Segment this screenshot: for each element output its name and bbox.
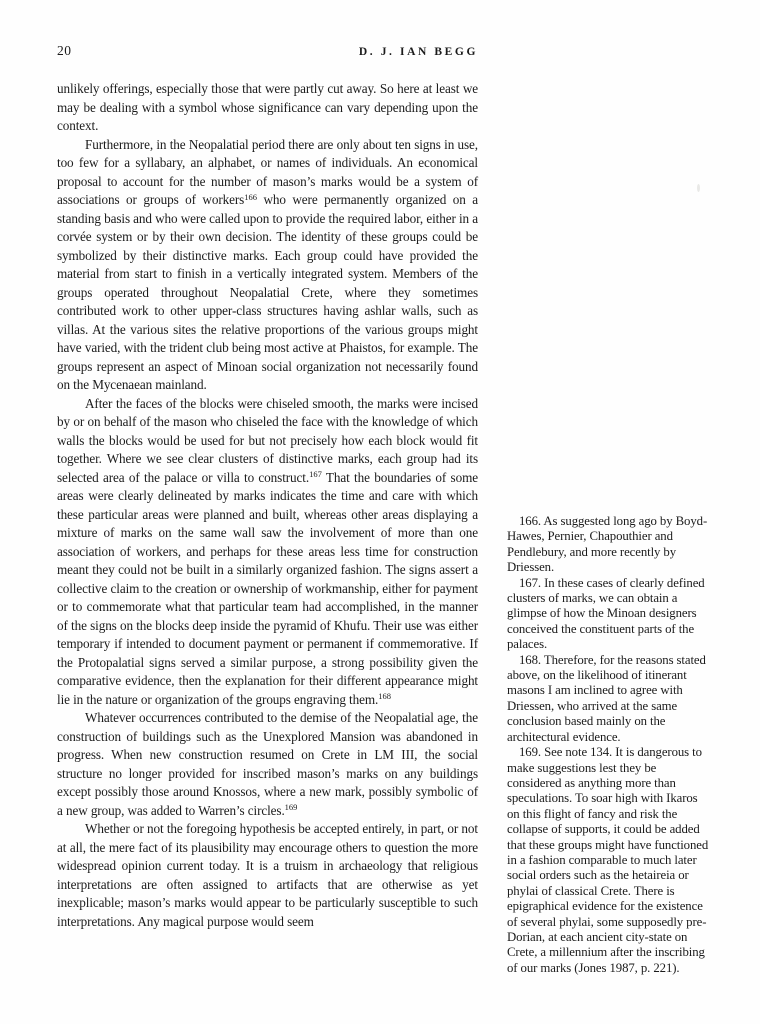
running-head-author: D. J. IAN BEGG (358, 46, 478, 58)
paragraph-text: Furthermore, in the Neopalatial period there are only about ten signs in use, too few for a syllabary, an alphabet, or names of individuals. An economical proposal to account for the number of mason’s marks would be a system of associations or groups of workers (57, 136, 478, 207)
paragraph-4 (57, 709, 478, 820)
footnote-number: 168. (519, 652, 541, 667)
paragraph-text: After the faces of the blocks were chiseled smooth, the marks were incised by or on behalf of the mason who chiseled the face with the knowledge of which walls the blocks would be used for but not precisely how each block would fit together. Where we see clear clusters of distinctive marks, each group had its selected area of the palace or villa to construct. (57, 395, 478, 485)
paragraph-text: Whatever occurrences contributed to the demise of the Neopalatial age, the construction of buildings such as the Unexplored Mansion was abandoned in progress. When new construction resumed on Crete in LM III, the social structure no longer provided for inscribed mason’s marks on any buildings except possibly those around Knossos, where a new mark, possibly symbolic of a new group, was added to Warren’s circles. (57, 710, 478, 818)
footnotes-column (507, 514, 709, 976)
scan-speck-artifact (697, 184, 700, 192)
footnote-168 (507, 653, 709, 745)
paragraph-5 (57, 820, 478, 931)
footnote-ref-168: 168 (378, 691, 391, 701)
footnote-ref-166: 166 (244, 191, 257, 202)
paragraph-1 (57, 80, 478, 136)
page-number: 20 (57, 43, 72, 58)
footnote-ref-169: 169 (284, 802, 298, 812)
footnote-text: Therefore, for the reasons stated above, on the likelihood of itinerant masons I am inclined to agree with Driessen, who arrived at the same conclusion based mainly on the architectural evidence. (507, 652, 706, 744)
footnote-number: 166. (519, 514, 541, 528)
running-head (57, 43, 478, 59)
main-text-column (57, 80, 478, 931)
footnote-number: 169. (519, 745, 541, 760)
paragraph-text: unlikely offerings, especially those that were partly cut away. So here at least we may be dealing with a symbol whose significance can vary depending upon the context. (57, 81, 478, 133)
paragraph-text: That the boundaries of some areas were clearly delineated by marks indicates the time and care with which these particular areas were planned and built, whereas other areas displaying a mixture of marks on the same wall saw the involvement of more than one association of workers, and perhaps for these areas less time for construction meant they could not be built in a similarly organized fashion. The signs assert a collective claim to the creation or ownership of workmanship, either for payment or to commemorate what that particular team had accomplished, in the manner of the signs on the blocks deep inside the pyramid of Khufu. Their use was either temporary if intended to document payment or permanent if commemorative. If the Protopalatial signs served a similar purpose, a strong possibility given the comparative evidence, then the explanation for their different appearance might lie in the nature or organization of the groups engraving them. (57, 469, 478, 707)
footnote-text: In these cases of clearly defined clusters of marks, we can obtain a glimpse of how the Minoan designers conceived the constituent parts of the palaces. (507, 575, 705, 652)
footnote-ref-167: 167 (309, 469, 322, 479)
paragraph-2 (57, 136, 478, 395)
footnote-text: As suggested long ago by Boyd-Hawes, Pernier, Chapouthier and Pendlebury, and more recently by Driessen. (507, 514, 708, 575)
footnote-167 (507, 576, 709, 653)
footnote-number: 167. (519, 575, 541, 590)
footnote-text: See note 134. It is dangerous to make suggestions lest they be considered as anything more than speculations. To soar high with Ikaros on this flight of fancy and risk the collapse of supports, it could be added that these groups might have functioned in a fashion comparable to much later social orders such as the hetaireia or phylai of classical Crete. There is epigraphical evidence for the existence of several phylai, some supposedly pre-Dorian, at each ancient city-state on Crete, a millennium after the inscribing of our marks (Jones 1987, p. 221). (507, 745, 709, 975)
paragraph-text: Whether or not the foregoing hypothesis be accepted entirely, in part, or not at all, the mere fact of its plausibility may encourage others to question the more widespread opinion current today. It is a truism in archaeology that religious interpretations are often assigned to artifacts that are otherwise as yet inexplicable; mason’s marks would appear to be particularly susceptible to such interpretations. Any magical purpose would seem (57, 821, 478, 929)
paragraph-3 (57, 395, 478, 710)
paragraph-text: who were permanently organized on a standing basis and who were called upon to provide the required labor, either in a corvée system or by their own decision. The identity of these groups could be symbolized by their distinctive marks. Each group could have provided the material from start to finish in a vertically integrated system. Members of the groups operated throughout Neopalatial Crete, where they sometimes contributed work to other upper-class structures having ashlar walls, such as villas. At the various sites the relative proportions of the various groups might have varied, with the trident club being most active at Phaistos, for example. The groups represent an aspect of Minoan social organization not necessarily found on the Mycenaean mainland. (57, 192, 479, 392)
footnote-166 (507, 514, 709, 576)
footnote-169 (507, 745, 709, 976)
